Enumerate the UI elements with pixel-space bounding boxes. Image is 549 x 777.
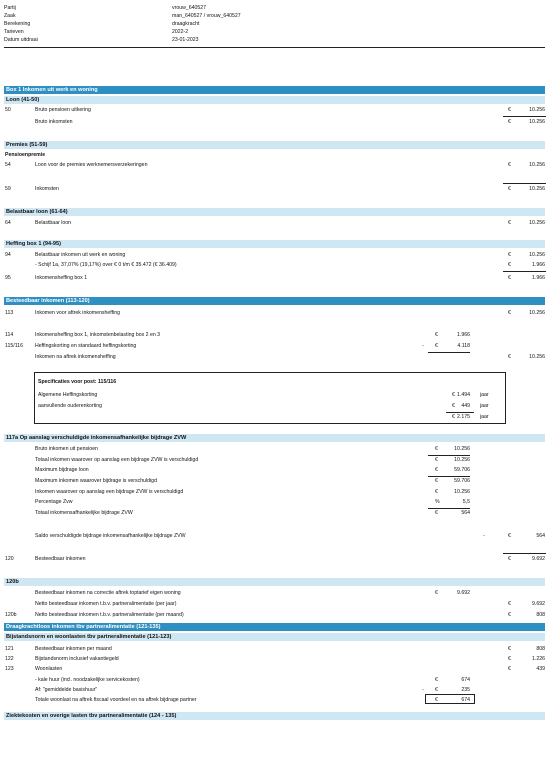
row-total: 10.256	[529, 162, 545, 168]
euro-sign: €	[435, 457, 438, 463]
meta-value: draagkracht	[172, 21, 200, 27]
euro-sign: €	[435, 446, 438, 452]
spec-label: Algemene Heffingskorting	[38, 392, 98, 398]
percent-sign: %	[435, 499, 440, 505]
row-label: Belastbaar inkomen uit werk en woning	[35, 252, 126, 258]
row-label: Bruto inkomsten	[35, 119, 73, 125]
euro-sign: €	[435, 332, 438, 338]
sum-line	[428, 476, 470, 477]
euro-sign: €	[508, 262, 511, 268]
row-label: Totale woonlast na aftrek fiscaal voordeel en na aftrek bijdrage partner	[35, 697, 197, 703]
row-code: 120	[5, 556, 14, 562]
row-subvalue: 564	[461, 510, 470, 516]
row-total: 808	[536, 646, 545, 652]
row-label: Totaal inkomensafhankelijke bijdrage ZVW	[35, 510, 133, 516]
row-total: 10.256	[529, 310, 545, 316]
subsection-header: 120b	[4, 578, 545, 586]
spec-unit: jaar	[480, 414, 489, 420]
meta-divider	[4, 47, 545, 48]
row-total: 1.226	[532, 656, 545, 662]
row-label: Saldo verschuldigde bijdrage inkomensafhankelijke bijdrage ZVW	[35, 533, 186, 539]
row-total: 10.256	[529, 186, 545, 192]
row-label: Maximum inkomen waarover bijdrage is verschuldigd	[35, 478, 157, 484]
euro-sign: €	[508, 107, 511, 113]
row-label: Bruto inkomen uit pensioen	[35, 446, 98, 452]
row-subvalue: 1.966	[457, 332, 470, 338]
row-total: 10.256	[529, 252, 545, 258]
meta-value: 2022-2	[172, 29, 189, 35]
row-label: Bijstandsnorm inclusief vakantiegeld	[35, 656, 119, 662]
row-code: 95	[5, 275, 11, 281]
row-code: 115/116	[5, 343, 23, 349]
subsection-header: Premies (51-59)	[4, 141, 545, 149]
row-code: 50	[5, 107, 11, 113]
euro-sign: €	[508, 601, 511, 607]
row-label: - Schijf 1a, 37,07% (19,17%) over € 0 t/m € 35.472 (€ 36.409)	[35, 262, 177, 268]
subsection-header: Ziektekosten en overige lasten tbv partneralimentatie (124 - 135)	[4, 712, 545, 720]
row-code: 120b	[5, 612, 17, 618]
section-header: Box 1 Inkomen uit werk en woning	[4, 86, 545, 94]
row-label: Percentage Zvw	[35, 499, 73, 505]
spec-unit: jaar	[480, 403, 489, 409]
sum-line	[446, 412, 474, 413]
sum-line	[503, 553, 546, 554]
euro-sign: €	[435, 697, 438, 703]
row-label: Besteedbaar inkomen na correctie aftrek toptarief eigen woning	[35, 590, 181, 596]
sum-line	[503, 116, 546, 117]
row-label: Besteedbaar inkomen	[35, 556, 86, 562]
row-subvalue: 4.118	[457, 343, 470, 349]
euro-sign: €	[508, 220, 511, 226]
row-code: 59	[5, 186, 11, 192]
subsection-header: Heffing box 1 (94-95)	[4, 240, 545, 248]
meta-value: 23-01-2023	[172, 37, 199, 43]
row-label: Inkomen na aftrek inkomensheffing	[35, 354, 116, 360]
row-label: Maximum bijdrage loon	[35, 467, 89, 473]
section-header: Draagkrachtloos inkomen tbv partneralimentatie (121-135)	[4, 623, 545, 631]
row-total: 1.966	[532, 262, 545, 268]
row-total: 10.256	[529, 119, 545, 125]
sum-line	[428, 352, 470, 353]
euro-sign: €	[508, 162, 511, 168]
row-code: 123	[5, 666, 14, 672]
row-subvalue: 674	[461, 697, 470, 703]
meta-label: Tarieven	[4, 29, 24, 35]
row-label: Inkomen waarover op aanslag een bijdrage ZVW is verschuldigd	[35, 489, 184, 495]
meta-label: Datum uitdraai	[4, 37, 38, 43]
sum-line	[428, 508, 470, 509]
row-subvalue: 235	[461, 687, 470, 693]
euro-sign: €	[435, 677, 438, 683]
row-label: Loon voor de premies werknemersverzekeringen	[35, 162, 148, 168]
euro-sign: €	[435, 343, 438, 349]
euro-sign: €	[435, 590, 438, 596]
euro-sign: €	[508, 186, 511, 192]
meta-label: Berekening	[4, 21, 31, 27]
row-total: 10.256	[529, 354, 545, 360]
euro-sign: €	[452, 414, 455, 420]
row-subvalue: 10.256	[454, 457, 470, 463]
spec-value: 2.175	[457, 414, 470, 420]
row-total: 9.692	[532, 556, 545, 562]
section-header: Besteedbaar inkomen (113-120)	[4, 297, 545, 305]
euro-sign: €	[508, 612, 511, 618]
spec-unit: jaar	[480, 392, 489, 398]
euro-sign: €	[508, 533, 511, 539]
row-label: Inkomensheffing box 1	[35, 275, 88, 281]
sum-line	[503, 183, 546, 184]
spec-value: 1.494	[457, 392, 470, 398]
row-label: Netto besteedbaar inkomen t.b.v. partneralimentatie (per jaar)	[35, 601, 177, 607]
row-subvalue: 9.692	[457, 590, 470, 596]
meta-label: Zaak	[4, 13, 16, 19]
euro-sign: €	[435, 467, 438, 473]
row-label: Inkomensheffing box 1, inkomstenbelasting box 2 en 3	[35, 332, 161, 338]
row-code: 64	[5, 220, 11, 226]
row-total: 564	[536, 533, 545, 539]
row-label: Belastbaar loon	[35, 220, 72, 226]
euro-sign: €	[508, 646, 511, 652]
row-code: 114	[5, 332, 14, 338]
row-total: 10.256	[529, 220, 545, 226]
euro-sign: €	[508, 310, 511, 316]
meta-label: Partij	[4, 5, 16, 11]
specification-title: Specificaties voor post: 115/116	[38, 379, 117, 385]
row-subvalue: 10.256	[454, 489, 470, 495]
row-label: - kale huur (incl. noodzakelijke servicekosten)	[35, 677, 140, 683]
group-label: Pensioenpremie	[5, 152, 46, 158]
row-label: Af: "gemiddelde basishuur"	[35, 687, 98, 693]
row-total: 808	[536, 612, 545, 618]
row-subvalue: 10.256	[454, 446, 470, 452]
sum-line	[428, 455, 470, 456]
subsection-header: 117a Op aanslag verschuldigde inkomensafhankelijke bijdrage ZVW	[4, 434, 545, 442]
row-label: Heffingskorting en standaard heffingskorting	[35, 343, 137, 349]
euro-sign: €	[508, 666, 511, 672]
minus-sign: -	[422, 343, 424, 349]
row-subvalue: 59.706	[454, 478, 470, 484]
row-label: Bruto pensioen uitkering	[35, 107, 91, 113]
row-label: Besteedbaar inkomen per maand	[35, 646, 112, 652]
row-code: 94	[5, 252, 11, 258]
euro-sign: €	[508, 119, 511, 125]
euro-sign: €	[435, 478, 438, 484]
row-total: 10.256	[529, 107, 545, 113]
euro-sign: €	[508, 252, 511, 258]
sum-line	[503, 271, 546, 272]
row-code: 113	[5, 310, 14, 316]
row-label: Inkomsten	[35, 186, 59, 192]
euro-sign: €	[435, 510, 438, 516]
row-total: 9.692	[532, 601, 545, 607]
spec-label: aanvullende ouderenkorting	[38, 403, 103, 409]
spec-value: 449	[461, 403, 470, 409]
minus-sign: -	[483, 533, 485, 539]
row-label: Netto besteedbaar inkomen t.b.v. partneralimentatie (per maand)	[35, 612, 184, 618]
euro-sign: €	[508, 354, 511, 360]
row-code: 122	[5, 656, 14, 662]
subsection-header: Loon (41-50)	[4, 96, 545, 104]
row-total: 439	[536, 666, 545, 672]
row-code: 54	[5, 162, 11, 168]
row-subvalue: 674	[461, 677, 470, 683]
row-total: 1.966	[532, 275, 545, 281]
subsection-header: Belastbaar loon (61-64)	[4, 208, 545, 216]
row-subvalue: 5,5	[462, 499, 470, 505]
row-code: 121	[5, 646, 14, 652]
row-label: Inkomen voor aftrek inkomensheffing	[35, 310, 120, 316]
subsection-header: Bijstandsnorm en woonlasten tbv partneralimentatie (121-123)	[4, 633, 545, 641]
row-label: Woonlasten	[35, 666, 63, 672]
row-subvalue: 59.706	[454, 467, 470, 473]
euro-sign: €	[508, 275, 511, 281]
euro-sign: €	[508, 556, 511, 562]
row-label: Totaal inkomen waarover op aanslag een bijdrage ZVW is verschuldigd	[35, 457, 199, 463]
euro-sign: €	[435, 687, 438, 693]
euro-sign: €	[452, 392, 455, 398]
meta-value: man_640527 / vrouw_640527	[172, 13, 241, 19]
meta-value: vrouw_640527	[172, 5, 207, 11]
euro-sign: €	[452, 403, 455, 409]
euro-sign: €	[508, 656, 511, 662]
minus-sign: -	[422, 687, 424, 693]
euro-sign: €	[435, 489, 438, 495]
